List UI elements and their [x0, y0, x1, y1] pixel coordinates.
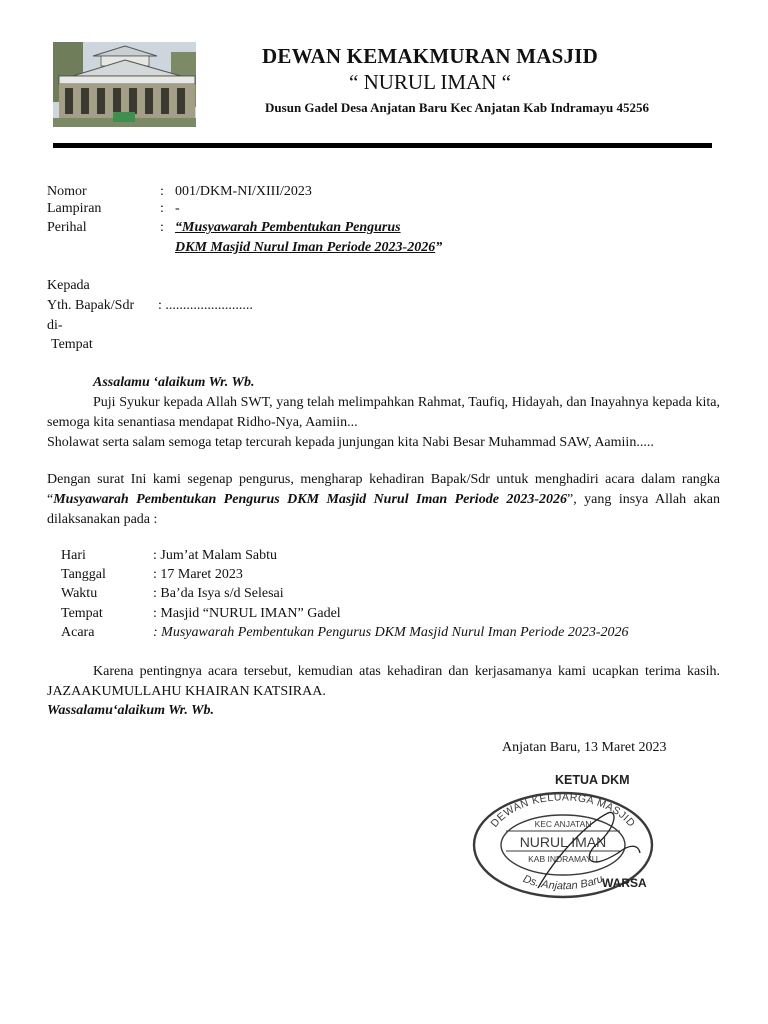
- perihal-line2: DKM Masjid Nurul Iman Periode 2023-2026: [175, 240, 436, 255]
- tempat-label: Tempat: [51, 337, 93, 352]
- detail-value-waktu: : Ba’da Isya s/d Selesai: [153, 586, 284, 601]
- lampiran-label: Lampiran: [47, 201, 102, 216]
- yth-value: : .........................: [158, 298, 253, 313]
- detail-label-waktu: Waktu: [61, 586, 98, 601]
- perihal-line1: “Musyawarah Pembentukan Pengurus: [175, 220, 401, 235]
- body-paragraph-1: [47, 393, 720, 453]
- lampiran-value: -: [175, 201, 180, 216]
- nomor-value: 001/DKM-NI/XIII/2023: [175, 184, 312, 199]
- perihal-label: Perihal: [47, 220, 87, 235]
- closing-paragraph: [47, 662, 720, 702]
- greeting: Assalamu ‘alaikum Wr. Wb.: [93, 375, 255, 390]
- stamp-bottom-text: Ds. Anjatan Baru: [521, 873, 605, 893]
- signature-date: Anjatan Baru, 13 Maret 2023: [502, 740, 667, 755]
- org-name: “ NURUL IMAN “: [349, 70, 511, 94]
- detail-value-hari: : Jum’at Malam Sabtu: [153, 548, 278, 563]
- detail-label-hari: Hari: [61, 548, 86, 563]
- closing-text: Karena pentingnya acara tersebut, kemudian atas kehadiran dan kerjasamanya kami ucapkan terima kasih. JAZAAKUMULLAHU KHAIRAN KATSIRAA.: [47, 664, 720, 699]
- detail-label-tempat: Tempat: [61, 606, 103, 621]
- lampiran-colon: :: [160, 201, 164, 216]
- nomor-colon: :: [160, 184, 164, 199]
- detail-value-acara: : Musyawarah Pembentukan Pengurus DKM Masjid Nurul Iman Periode 2023-2026: [153, 625, 629, 640]
- perihal-line2-wrap: [175, 240, 442, 256]
- detail-value-tempat: : Masjid “NURUL IMAN” Gadel: [153, 606, 341, 621]
- di-label: di-: [47, 318, 63, 333]
- perihal-close-quote: ”: [435, 240, 443, 255]
- org-address: Dusun Gadel Desa Anjatan Baru Kec Anjatan Kab Indramayu 45256: [265, 100, 649, 115]
- sholawat-text: Sholawat serta salam semoga tetap tercurah kepada junjungan kita Nabi Besar Muhammad SAW, Aamiin.....: [47, 435, 654, 450]
- invitation-event: Musyawarah Pembentukan Pengurus DKM Masjid Nurul Iman Periode 2023-2026: [53, 492, 568, 507]
- detail-label-tanggal: Tanggal: [61, 567, 106, 582]
- stamp-kab-text: KAB INDRAMAYU: [528, 854, 598, 864]
- signatory-name: WARSA: [602, 876, 647, 890]
- header-divider: [53, 143, 712, 148]
- detail-label-acara: Acara: [61, 625, 95, 640]
- perihal-colon: :: [160, 220, 164, 235]
- praise-text: Puji Syukur kepada Allah SWT, yang telah melimpahkan Rahmat, Taufiq, Hidayah, dan Inayahnya kepada kita, semoga kita senantiasa mendapat Ridho-Nya, Aamiin...: [47, 395, 720, 430]
- yth-label: Yth. Bapak/Sdr: [47, 298, 135, 313]
- detail-value-tanggal: : 17 Maret 2023: [153, 567, 243, 582]
- stamp-sub-text: KEC ANJATAN: [534, 819, 592, 829]
- invitation-post: ”, yang insya Allah akan dilaksanakan pada :: [47, 492, 720, 527]
- closing-salam: Wassalamu‘alaikum Wr. Wb.: [47, 703, 215, 718]
- svg-text:Ds. Anjatan Baru: [521, 873, 604, 892]
- stamp-center-text: NURUL IMAN: [519, 834, 607, 850]
- signature-title: KETUA DKM: [555, 773, 630, 787]
- invitation-paragraph: [47, 470, 720, 530]
- org-title: DEWAN KEMAKMURAN MASJID: [262, 44, 598, 68]
- kepada-label: Kepada: [47, 278, 90, 293]
- organization-stamp: [468, 783, 658, 903]
- invitation-pre: Dengan surat Ini kami segenap pengurus, mengharap kehadiran Bapak/Sdr untuk menghadiri acara dalam rangka “: [47, 472, 720, 507]
- nomor-label: Nomor: [47, 184, 87, 199]
- stamp-top-text: DEWAN KELUARGA MASJID: [488, 791, 638, 830]
